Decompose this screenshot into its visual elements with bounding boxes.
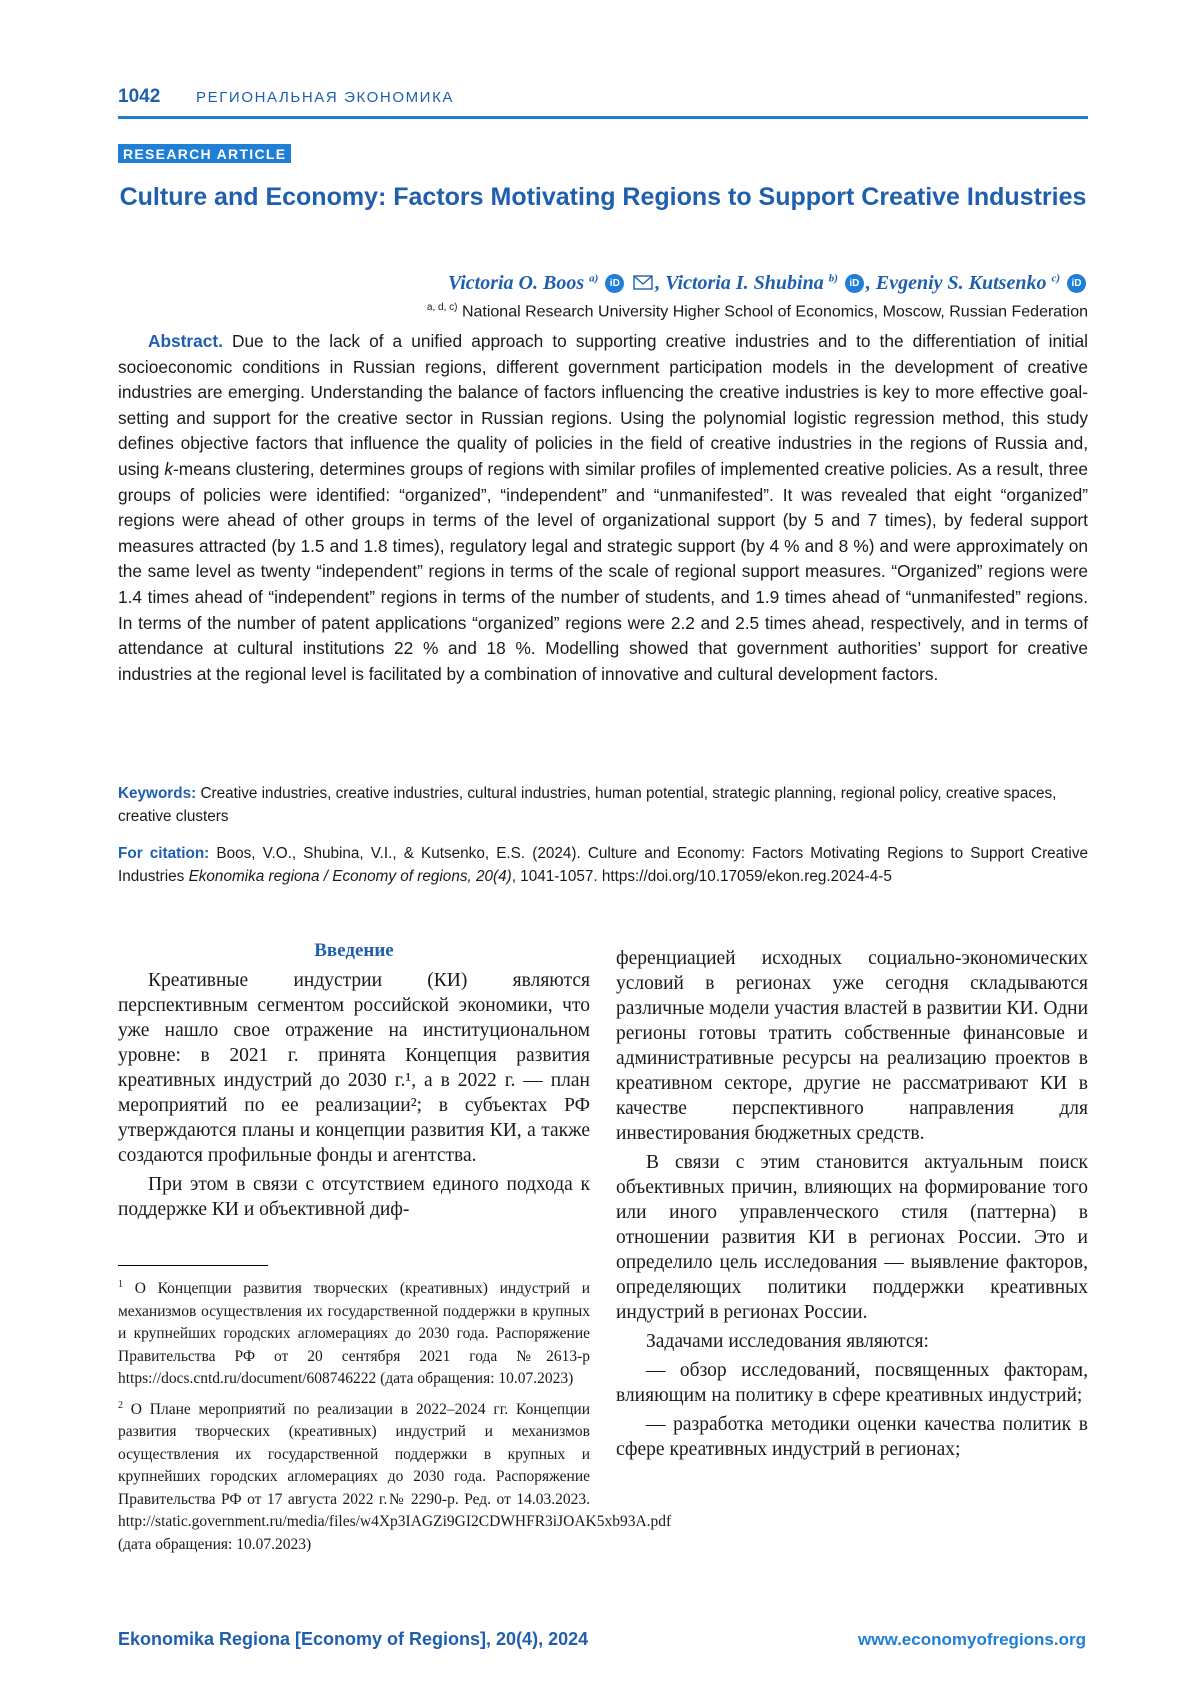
citation-doi[interactable]: , 1041-1057. https://doi.org/10.17059/ekon.reg.2024-4-5 <box>511 868 892 885</box>
footer-journal: Ekonomika Regiona [Economy of Regions], 20(4), 2024 <box>118 1629 589 1649</box>
journal-running-title: РЕГИОНАЛЬНАЯ ЭКОНОМИКА <box>196 89 455 106</box>
keywords <box>118 782 1088 828</box>
affiliation-text: National Research University Higher School of Economics, Moscow, Russian Federation <box>461 303 1088 321</box>
affiliation-marks: a, d, c) <box>426 302 458 313</box>
running-header <box>118 86 1088 108</box>
footnotes <box>118 1274 672 1560</box>
section-heading: Введение <box>314 940 394 961</box>
body-column-right <box>616 946 1088 1466</box>
abstract-italic-k: k <box>164 458 174 479</box>
keywords-label: Keywords: <box>118 785 197 802</box>
footnote-text: О Концепции развития творческих (креативных) индустрий и механизмов осуществления их государственной поддержки в крупных и крупнейших городских агломерациях до 2030 года. Распоряжение Правительства РФ от 20 сентября 2021 года №2613-р https://docs.cntd.ru/document/608746222 (дата обращения: 10.07.2023) <box>118 1280 591 1388</box>
article-title: Culture and Economy: Factors Motivating Regions to Support Creative Industries <box>119 183 1087 211</box>
orcid-icon[interactable]: iD <box>845 274 864 293</box>
citation-label: For citation: <box>118 845 210 862</box>
abstract <box>118 329 1088 687</box>
list-item: — обзор исследований, посвященных факторам, влияющим на политику в сфере креативных индустрий; <box>616 1360 1088 1406</box>
body-paragraph: При этом в связи с отсутствием единого подхода к поддержке КИ и объективной диф- <box>118 1174 590 1220</box>
body-paragraph: В связи с этим становится актуальным поиск объективных причин, влияющих на формирование того или иного управленческого стиля (паттерна) в отношении развития КИ в регионах России. Это и определило цель исследования — выявление факторов, определяющих политики поддержки креативных индустрий в регионах России. <box>616 1152 1088 1323</box>
keywords-text: Creative industries, creative industries, cultural industries, human potential, strategic planning, regional policy, creative spaces, creative clusters <box>118 785 1057 825</box>
author-name: Victoria I. Shubina <box>665 272 824 294</box>
author-name: Victoria O. Boos <box>447 272 585 294</box>
orcid-icon[interactable]: iD <box>1067 274 1086 293</box>
citation <box>118 842 1088 888</box>
footnote-rule <box>118 1265 268 1266</box>
footnote-text: О Плане мероприятий по реализации в 2022–2024 гг. Концепции развития творческих (креативных) индустрий и механизмов осуществления их государственной поддержки в крупных и крупнейших городских агломерациях до 2030 года. Распоряжение Правительства РФ от 17 августа 2022 г.№ 2290-р. Ред. от 14.03.2023. http://static.government.ru/media/files/w4Xp3IAGZi9GI2CDWHFR3iJOAK5xb93A.pdf (дата обращения: 10.07.2023) <box>118 1400 672 1553</box>
header-rule <box>118 116 1088 119</box>
body-paragraph: ференциацией исходных социально-экономических условий в регионах уже сегодня складываются различные модели участия властей в развитии КИ. Одни регионы готовы тратить собственные финансовые и административные ресурсы на реализацию проектов в креативном секторе, другие не рассматривают КИ в качестве перспективного направления для инвестирования бюджетных средств. <box>616 948 1088 1144</box>
article-type-badge: RESEARCH ARTICLE <box>118 144 291 163</box>
body-paragraph: Задачами исследования являются: <box>646 1331 929 1352</box>
author-line: Victoria O. Boos $^{a)}$ iD , Victoria I. Shubina $^{b)}$ iD , Evgeniy S. Kutsenko $^{c)}$ iD <box>448 272 1088 296</box>
author-affil-mark: a) <box>589 272 599 285</box>
author-affil-mark: b) <box>828 272 838 285</box>
footnote-mark: 2 <box>118 1399 123 1411</box>
author-affil-mark: c) <box>1051 272 1060 285</box>
footnote-mark: 1 <box>118 1279 123 1290</box>
abstract-label: Abstract. <box>148 331 223 351</box>
body-paragraph: Креативные индустрии (КИ) являются перспективным сегментом российской экономики, что уже нашло свое отражение на институциональном уровне: в 2021 г. принята Концепция развития креативных индустрий до 2030 г.¹, а в 2022 г. — план мероприятий по ее реализации²; в субъектах РФ утверждаются планы и концепции развития КИ, а также создаются профильные фонды и агентства. <box>118 970 590 1166</box>
footer-website-link[interactable]: www.economyofregions.org <box>858 1630 1086 1649</box>
list-item: — разработка методики оценки качества политик в сфере креативных индустрий в регионах; <box>616 1414 1088 1460</box>
affiliation <box>427 302 1088 321</box>
citation-text: Boos, V.O., Shubina, V.I., & Kutsenko, E.S. (2024). Culture and Economy: Factors Motivating Regions to Support Creative Industries <box>118 845 1088 885</box>
author-name: Evgeniy S. Kutsenko <box>875 272 1047 294</box>
footnote <box>118 1274 590 1391</box>
abstract-text: Due to the lack of a unified approach to supporting creative industries and to the differentiation of initial socioeconomic conditions in Russian regions, different government participation models in the development of creative industries are emerging. Understanding the balance of factors influencing the creative industries is key to more effective goal-setting and support for the creative sector in Russian regions. Using the polynomial logistic regression method, this study defines objective factors that influence the quality of policies in the field of creative industries in the regions of Russia and, using <box>118 331 1088 479</box>
body-column-left <box>118 940 590 1226</box>
citation-journal: Ekonomika regiona / Economy of regions, 20(4) <box>188 868 512 885</box>
orcid-icon[interactable]: iD <box>605 274 624 293</box>
mail-icon[interactable] <box>633 273 653 296</box>
page-number: 1042 <box>118 86 161 107</box>
footnote <box>118 1395 672 1557</box>
abstract-text-cont: -means clustering, determines groups of regions with similar profiles of implemented creative policies. As a result, three groups of policies were identified: “organized”, “independent” and “unmanifested”. It was revealed that eight “organized” regions were ahead of other groups in terms of the level of organizational support (by 5 and 7 times), by federal support measures attracted (by 1.5 and 1.8 times), regulatory legal and strategic support (by 4 % and 8 %) and were approximately on the same level as twenty “independent” regions in terms of the scale of regional support measures. “Organized” regions were 1.4 times ahead of “independent” regions in terms of the number of students, and 1.9 times ahead of “unmanifested” regions. In terms of the number of patent applications “organized” regions were 2.2 and 2.5 times ahead, respectively, and in terms of attendance at cultural institutions 22 % and 18 %. Modelling showed that government authorities’ support for creative industries at the regional level is facilitated by a combination of innovative and cultural development factors. <box>118 458 1088 684</box>
